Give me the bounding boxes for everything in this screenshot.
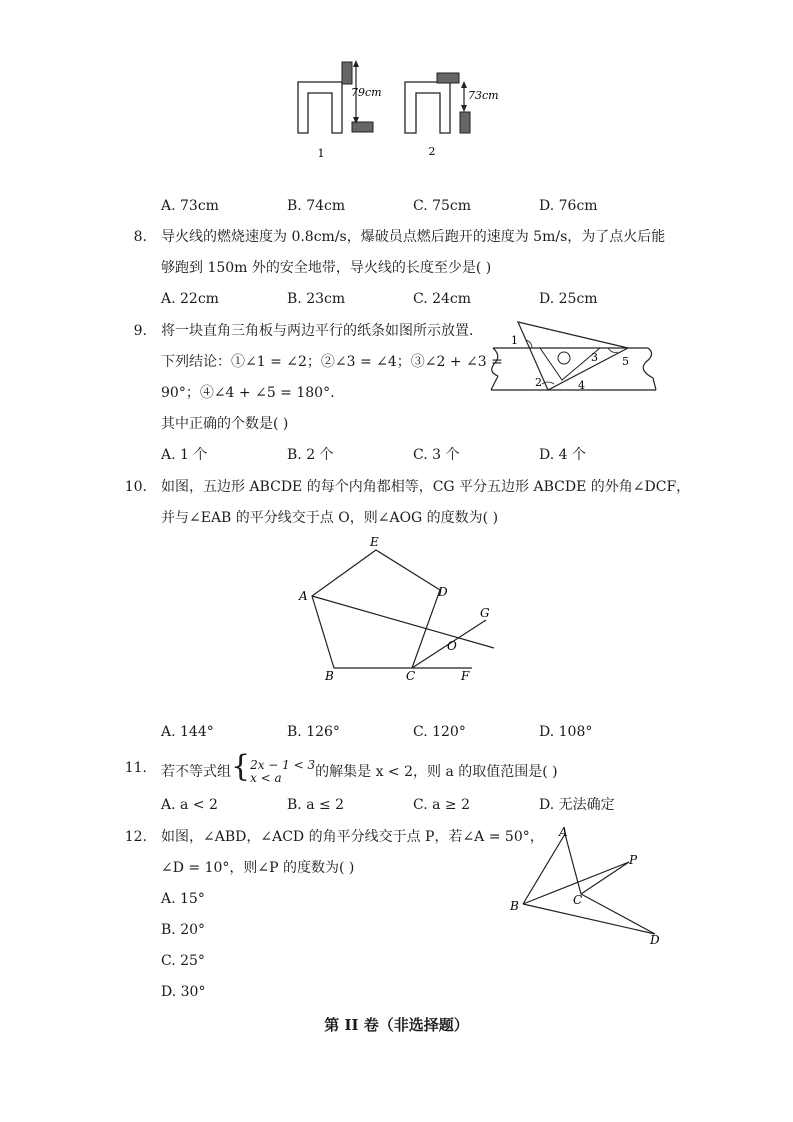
q7-option-b: B. 74cm [287,198,346,214]
table-shape-1 [298,82,342,133]
figure-label-2: 2 [428,145,436,158]
q10-label-b: B [325,669,334,683]
q9-number: 9. [133,323,147,339]
q9-option-a: A. 1 个 [161,447,208,463]
q12-label-d: D [650,933,660,947]
q10-figure [290,528,510,688]
figure-label-1: 1 [317,147,325,160]
q12-label-b: B [510,899,519,913]
q9-line-4: 其中正确的个数是( ) [161,416,289,432]
q9-figure [488,318,663,396]
q7-option-c: C. 75cm [413,198,472,214]
q12-option-d: D. 30° [161,984,206,1000]
q10-label-f: F [461,669,470,683]
q10-option-b: B. 126° [287,724,340,740]
q10-line-1: 如图，五边形 ABCDE 的每个内角都相等，CG 平分五边形 ABCDE 的外角∠DCF， [161,479,691,495]
q8-option-b: B. 23cm [287,291,346,307]
q10-label-d: D [438,585,448,599]
q8-line-2: 够跑到 150m 外的安全地带，导火线的长度至少是( ) [161,260,492,276]
q9-angle-2: 2 [535,376,542,389]
q8-number: 8. [133,229,147,245]
q9-angle-5: 5 [622,355,629,368]
dim-label-1: 79cm [351,86,382,99]
q10-option-a: A. 144° [161,724,214,740]
q11-number: 11. [124,760,147,776]
section-title: 第 II 卷（非选择题） [324,1016,469,1034]
q12-option-b: B. 20° [161,922,206,938]
q11-post: 的解集是 x < 2，则 a 的取值范围是( ) [315,764,558,780]
q8-option-c: C. 24cm [413,291,472,307]
q12-line-1: 如图，∠ABD，∠ACD 的角平分线交于点 P，若∠A = 50°， [161,829,544,845]
q7-figure [280,55,520,165]
q11-line [161,749,558,787]
dim-label-2: 73cm [468,89,499,102]
q12-label-c: C [573,893,583,907]
q11-system [250,759,315,785]
block-top-1 [342,62,352,84]
q11-option-a: A. a < 2 [161,797,218,813]
q12-option-c: C. 25° [161,953,205,969]
q9-option-c: C. 3 个 [413,447,460,463]
block-top-2 [437,73,459,83]
q7-option-a: A. 73cm [161,198,219,214]
q9-angle-3: 3 [591,351,598,364]
q8-option-a: A. 22cm [161,291,219,307]
q10-label-e: E [370,535,379,549]
q10-line-2: 并与∠EAB 的平分线交于点 O，则∠AOG 的度数为( ) [161,510,499,526]
q11-option-c: C. a ≥ 2 [413,797,470,813]
q11-ineq-2: x < a [250,771,282,785]
q9-line-2: 下列结论：①∠1 = ∠2；②∠3 = ∠4；③∠2 + ∠3 = [161,354,503,370]
block-bottom-1 [352,122,373,132]
q9-option-d: D. 4 个 [539,447,586,463]
q10-label-o: O [447,639,457,653]
q10-label-c: C [406,669,416,683]
q11-option-d: D. 无法确定 [539,797,615,813]
q12-line-2: ∠D = 10°，则∠P 的度数为( ) [161,860,355,876]
q11-option-b: B. a ≤ 2 [287,797,345,813]
pentagon [312,550,440,668]
q8-option-d: D. 25cm [539,291,598,307]
q10-label-a: A [299,589,308,603]
q10-number: 10. [124,479,147,495]
block-bottom-2 [460,112,470,133]
table-shape-2 [405,82,450,133]
q7-option-d: D. 76cm [539,198,598,214]
q9-line-1: 将一块直角三角板与两边平行的纸条如图所示放置． [161,323,483,339]
q12-outline [523,834,655,934]
q11-brace: { [231,749,251,784]
q11-pre: 若不等式组 [161,764,231,780]
q9-option-b: B. 2 个 [287,447,334,463]
q12-number: 12. [124,829,147,845]
q10-option-c: C. 120° [413,724,466,740]
q12-figure [505,822,675,950]
q11-ineq-1: 2x − 1 < 3 [250,758,316,772]
q10-label-g: G [480,606,490,620]
q12-label-p: P [629,853,638,867]
q9-line-3: 90°；④∠4 + ∠5 = 180°. [161,385,335,401]
q8-line-1: 导火线的燃烧速度为 0.8cm/s，爆破员点燃后跑开的速度为 5m/s，为了点火后能 [161,229,666,245]
q12-label-a: A [559,825,568,839]
q12-option-a: A. 15° [161,891,205,907]
q9-angle-1: 1 [511,334,518,347]
q9-angle-4: 4 [578,379,585,392]
q10-option-d: D. 108° [539,724,593,740]
